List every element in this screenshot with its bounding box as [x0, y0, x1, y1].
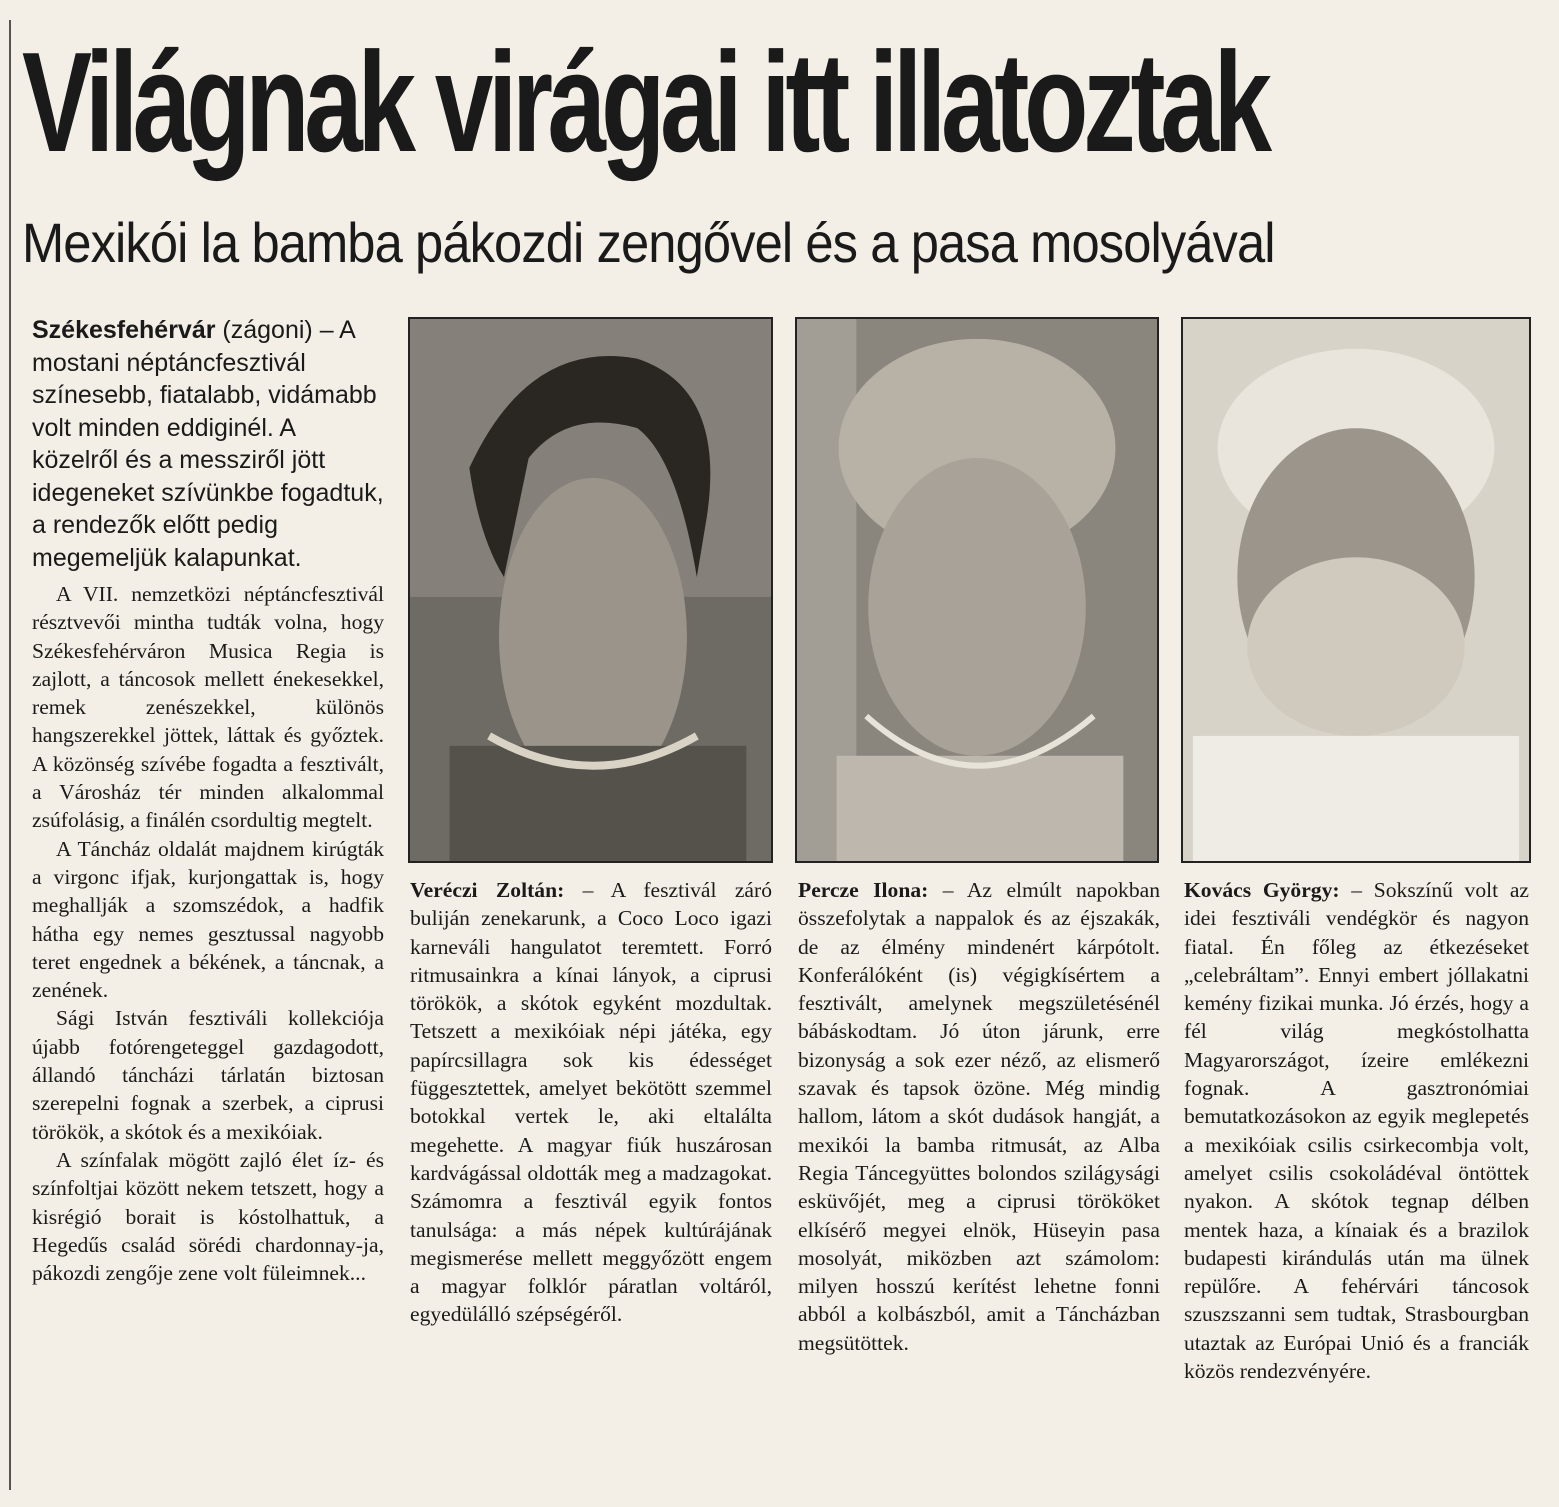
- interview-kovacs: [1184, 876, 1529, 1385]
- body-paragraph: Sági István fesztiváli kollekciója újabb fotórengeteggel gazdagodott, állandó táncházi tárlatán biztosan szerepelni fognak a szerbek, a ciprusi törökök, a skótok és a mexikóiak.: [32, 1006, 384, 1144]
- body-paragraph: A Táncház oldalát majdnem kirúgták a virgonc ifjak, kurjongattak is, hogy meghallják a szomszédok, a hadfik hátha egy nemes gesztussal nagyobb teret engednek a békének, a táncnak, a zenének.: [32, 836, 384, 1003]
- body-paragraph: A színfalak mögött zajló élet íz- és színfoltjai között nekem tetszett, hogy a kisrégió borait is kóstolhattuk, a Hegedűs család sörédi chardonnay-ja, pákozdi zengője zene volt füleimnek...: [32, 1147, 384, 1286]
- interview-text: – A fesztivál záró buliján zenekarunk, a Coco Loco igazi karneváli hangulatot teremtett. Forró ritmusainkra a kínai lányok, a ciprusi törökök, a skótok egyként mozdultak. Tetszett a mexikóiak népi játéka, egy papírcsillagra sok kis édességet függesztettek, amelyet bekötött szemmel botokkal vertek le, aki eltalálta megehette. A magyar fiúk huszárosan kardvágással oldották meg a madzagokat. Számomra a fesztivál egyik fontos tanulsága: a más népek kultúrájának megismerése mellett meggyőzött engem a magyar folklór páratlan voltáról, egyedülálló szépségéről.: [410, 878, 772, 1327]
- lead-text: A mostani néptáncfesztivál színesebb, fiatalabb, vidámabb volt minden eddiginél. A közelről és a messziről jött idegeneket szívünkbe fogadtuk, a rendezők előtt pedig megemeljük kalapunkat.: [32, 316, 384, 572]
- column-rule: [9, 20, 11, 1490]
- interview-percze: [798, 876, 1160, 1357]
- interview-text: – Sokszínű volt az idei fesztiváli vendégkör és nagyon fiatal. Én főleg az étkezéseket „celebráltam”. Ennyi embert jóllakatni kemény fizikai munka. Jó érzés, hogy a fél világ megkóstolhatta Magyarországot, ízeire emlékezni fognak. A gasztronómiai bemutatkozásokon az egyik meglepetés a mexikóiak csilis csirkecombja volt, amelyet csilis csokoládéval öntöttek nyakon. A skótok tegnap délben mentek haza, a kínaiak és a brazilok budapesti kirándulás után ma ülnek repülőre. A fehérvári táncosok szuszszanni sem tudtak, Strasbourgban utaztak az Európai Unió és a franciák közös rendezvényére.: [1184, 878, 1529, 1384]
- interview-text: – Az elmúlt napokban összefolytak a nappalok és az éjszakák, de az élmény mindenért kárpótolt. Konferálóként (is) végigkísértem a fesztivált, amelynek megszületésénél bábáskodtam. Jó úton járunk, erre bizonyság a sok ezer néző, az elismerő szavak és tapsok özöne. Még mindig hallom, látom a skót dudások hangját, a mexikói la bamba ritmusát, az Alba Regia Táncegyüttes bolondos szilágysági esküvőjét, meg a ciprusi törököket elkísérő megyei elnök, Hüseyin pasa mosolyát, miközben azt számolom: milyen hosszú kerítést lehetne fonni abból a kolbászból, amit a Táncházban megsütöttek.: [798, 878, 1160, 1355]
- photo-vereczi-zoltan: [408, 317, 773, 863]
- interview-vereczi: [410, 876, 772, 1329]
- subheadline: Mexikói la bamba pákozdi zengővel és a pasa mosolyával: [22, 211, 1275, 274]
- interviewee-name: Veréczi Zoltán:: [410, 878, 565, 902]
- lead-paragraph: [32, 314, 384, 574]
- article-body: [32, 580, 384, 1287]
- interviewee-name: Kovács György:: [1184, 878, 1340, 902]
- photo-kovacs-gyorgy: [1181, 317, 1531, 863]
- body-paragraph: A VII. nemzetközi néptáncfesztivál résztvevői mintha tudták volna, hogy Székesfehérváron Musica Regia is zajlott, a táncosok mellett énekesekkel, remek zenészekkel, különös hangszerekkel jöttek, láttak és győztek. A közönség szívébe fogadta a fesztivált, a Városház tér minden alkalommal zsúfolásig, a finálén csordultig megtelt.: [32, 582, 384, 833]
- dateline: Székesfehérvár: [32, 316, 216, 344]
- interviewee-name: Percze Ilona:: [798, 878, 929, 902]
- headline: Világnak virágai itt illatoztak: [22, 23, 1267, 182]
- photo-percze-ilona: [795, 317, 1159, 863]
- byline: (zágoni) –: [222, 316, 334, 344]
